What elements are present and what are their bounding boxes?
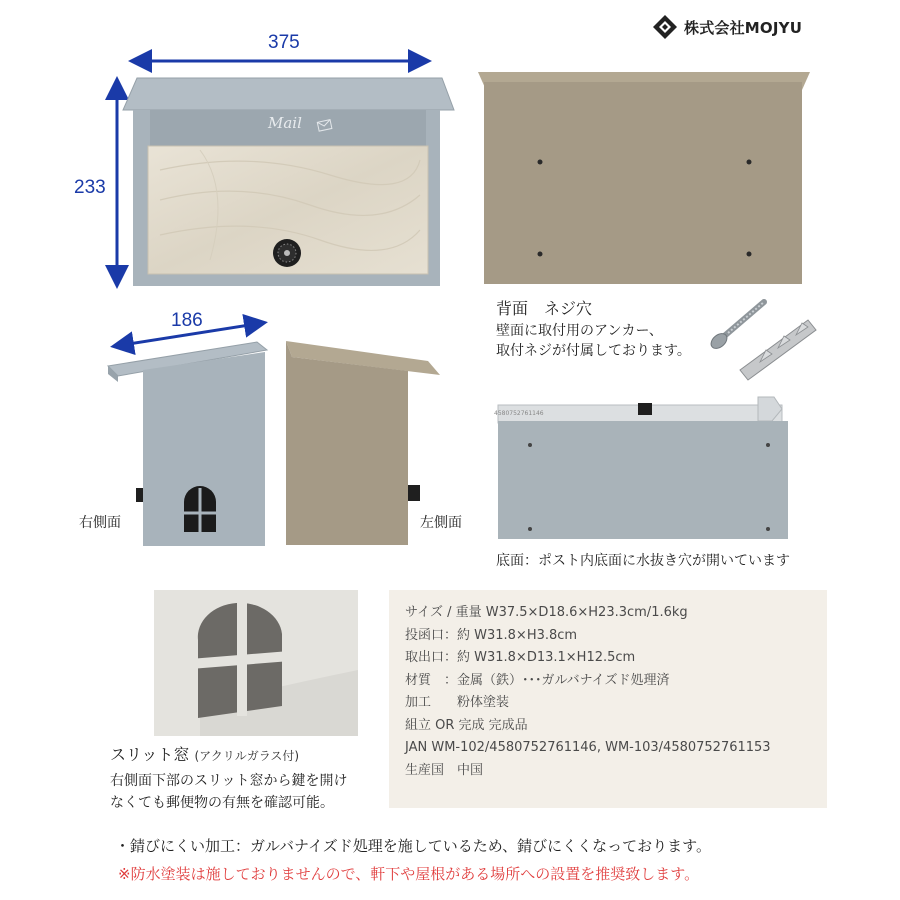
- back-view-diagram: [470, 68, 830, 290]
- screw-hole: [747, 252, 752, 257]
- drain-hole: [528, 527, 532, 531]
- spec-row-assembly: 組立 OR 完成 完成品: [405, 717, 528, 733]
- left-side-label: 左側面: [420, 515, 462, 531]
- slit-title-row: [110, 742, 299, 765]
- front-roof: [123, 78, 454, 110]
- screw-hole: [538, 252, 543, 257]
- height-label: 233: [74, 177, 106, 198]
- back-title: 背面 ネジ穴: [496, 299, 593, 318]
- left-side-body: [286, 341, 408, 545]
- note-warning: ※防水塗装は施しておりませんので、軒下や屋根がある場所への設置を推奨致します。: [118, 865, 700, 883]
- depth-label: 186: [171, 310, 203, 331]
- screw-icon: [708, 302, 764, 351]
- drain-hole: [528, 443, 532, 447]
- spec-row-origin: 生産国 中国: [405, 762, 484, 778]
- barcode-text: 4580752761146: [494, 410, 544, 417]
- spec-row-material: 材質 ：金属（鉄）･･･ガルバナイズド処理済: [405, 672, 670, 688]
- brand-logo: [652, 14, 802, 40]
- screw-hole: [538, 160, 543, 165]
- bottom-caption: 底面：ポスト内底面に水抜き穴が開いています: [496, 553, 790, 569]
- spec-row-size: サイズ / 重量 W37.5×D18.6×H23.3cm/1.6kg: [405, 605, 688, 620]
- slit-line2: なくても郵便物の有無を確認可能。: [110, 795, 334, 811]
- right-side-diagram: [100, 310, 280, 550]
- drain-hole: [766, 443, 770, 447]
- brand-name: 株式会社MOJYU: [684, 18, 803, 37]
- screw-anchor-image: [700, 290, 830, 385]
- screw-hole: [747, 160, 752, 165]
- drain-hole: [766, 527, 770, 531]
- spec-box: [389, 590, 827, 808]
- slit-line1: 右側面下部のスリット窓から鍵を開け: [110, 773, 348, 789]
- spec-row-finish: 加工 粉体塗装: [405, 695, 510, 710]
- back-line1: 壁面に取付用のアンカー、: [496, 323, 663, 339]
- slit-title-sub: (アクリルガラス付): [194, 749, 300, 763]
- bottom-view-diagram: [490, 395, 810, 545]
- width-label: 375: [268, 32, 300, 53]
- diamond-logo-icon: [652, 14, 678, 40]
- anchor-icon: [740, 320, 816, 380]
- dial-lock-icon: [638, 403, 652, 415]
- slit-window-closeup: [150, 588, 360, 736]
- spec-row-slot: 投函口：約 W31.8×H3.8cm: [405, 627, 578, 643]
- spec-row-outlet: 取出口：約 W31.8×D13.1×H12.5cm: [405, 650, 636, 665]
- note-rust: ・錆びにくい加工：ガルバナイズド処理を施しているため、錆びにくくなっております。: [115, 837, 711, 855]
- right-side-label: 右側面: [79, 515, 121, 531]
- back-line2: 取付ネジが付属しております。: [496, 343, 691, 359]
- dial-lock-icon: [273, 239, 301, 267]
- slit-window-icon: [190, 602, 290, 718]
- slit-title: スリット窓: [110, 745, 190, 764]
- bottom-body: [498, 421, 788, 539]
- mail-text: Mail: [268, 114, 302, 132]
- side-knob: [136, 488, 143, 502]
- front-view-diagram: [0, 0, 470, 300]
- side-knob: [408, 485, 420, 501]
- spec-row-jan: JAN WM-102/4580752761146, WM-103/4580752761153: [405, 740, 771, 755]
- back-body: [484, 82, 802, 284]
- slit-window-icon: [184, 486, 216, 532]
